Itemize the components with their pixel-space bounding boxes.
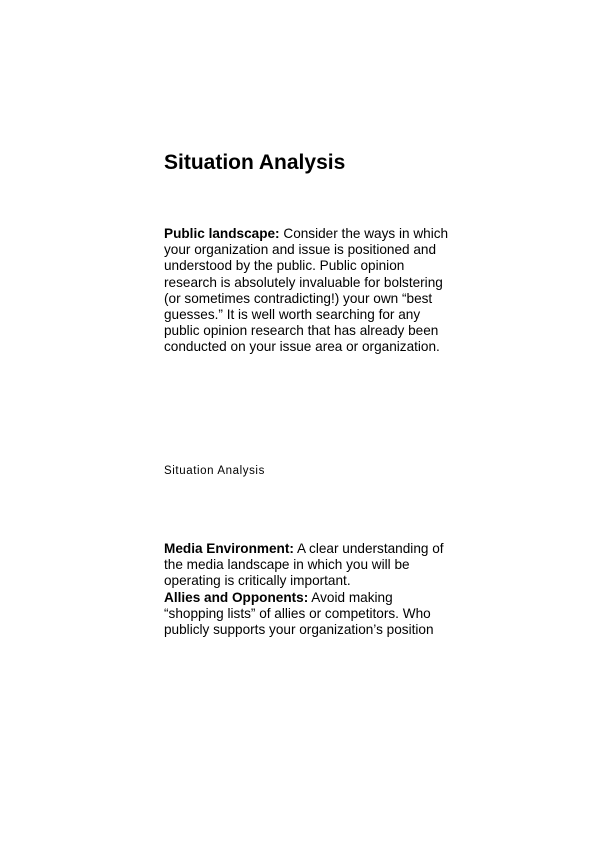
public-landscape-paragraph bbox=[164, 226, 454, 356]
running-header: Situation Analysis bbox=[164, 465, 265, 477]
public-landscape-text: Consider the ways in which your organization and issue is positioned and understood by the public. Public opinion research is absolutely invaluable for bolstering (or sometimes contradicting!) your own “best guesses.” It is well worth searching for any public opinion research that has already been conducted on your issue area or organization. bbox=[164, 226, 449, 355]
media-environment-label: Media Environment: bbox=[164, 541, 294, 556]
media-environment-paragraph bbox=[164, 541, 454, 590]
allies-opponents-text: Avoid making “shopping lists” of allies or competitors. Who publicly supports your organization’s position bbox=[164, 590, 434, 638]
page-title: Situation Analysis bbox=[164, 151, 346, 174]
allies-opponents-label: Allies and Opponents: bbox=[164, 590, 309, 605]
public-landscape-label: Public landscape: bbox=[164, 226, 280, 241]
media-environment-text: A clear understanding of the media landscape in which you will be operating is critically important. bbox=[164, 541, 444, 589]
allies-opponents-paragraph bbox=[164, 590, 454, 639]
